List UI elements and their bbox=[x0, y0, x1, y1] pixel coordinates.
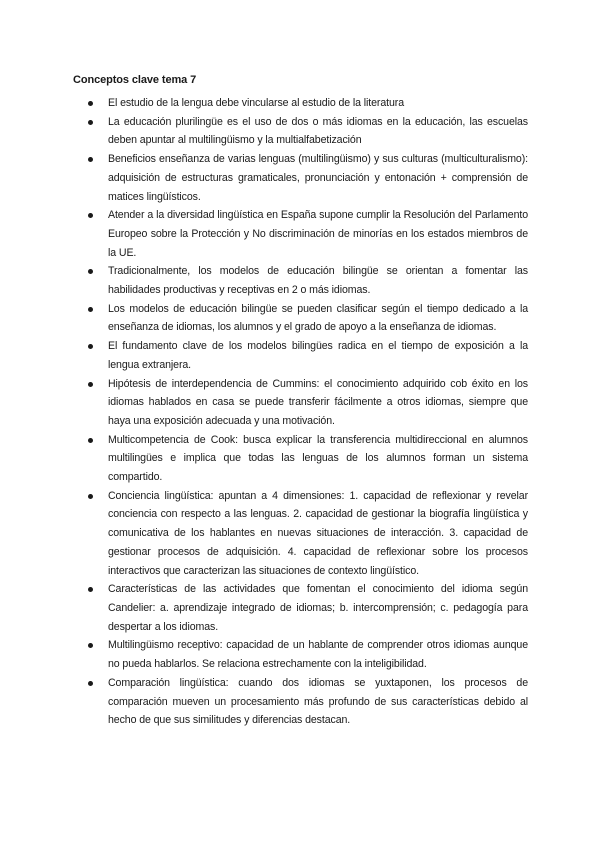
list-item bbox=[88, 636, 528, 673]
list-item-text: Atender a la diversidad lingüística en España supone cumplir la Resolución del Parlamento Europeo sobre la Protección y No discriminación de minorías en los estados miembros de la UE. bbox=[108, 209, 528, 259]
bullet-icon bbox=[88, 643, 93, 648]
list-item bbox=[88, 580, 528, 636]
list-item bbox=[88, 375, 528, 431]
list-item bbox=[88, 487, 528, 581]
bullet-icon bbox=[88, 438, 93, 443]
list-item-text: Multicompetencia de Cook: busca explicar la transferencia multidireccional en alumnos multilingües e implica que todas las lenguas de los alumnos forman un sistema compartido. bbox=[108, 433, 528, 484]
list-item bbox=[88, 674, 528, 730]
list-item bbox=[88, 150, 528, 206]
bullet-icon bbox=[88, 157, 93, 162]
list-item bbox=[88, 206, 528, 262]
list-item bbox=[88, 431, 528, 487]
bullet-icon bbox=[88, 494, 93, 499]
list-item-text: Comparación lingüística: cuando dos idiomas se yuxtaponen, los procesos de comparación mueven un procesamiento más profundo de sus características debido al hecho de que sus similitudes y diferencias destacan. bbox=[108, 676, 528, 727]
list-item-text: Beneficios enseñanza de varias lenguas (multilingüismo) y sus culturas (multiculturalismo): adquisición de estructuras gramaticales, pronunciación y entonación + comprensión de matices lingüísticos. bbox=[108, 153, 528, 203]
list-item-text: El fundamento clave de los modelos bilingües radica en el tiempo de exposición a la lengua extranjera. bbox=[108, 340, 528, 371]
list-item-text: Hipótesis de interdependencia de Cummins: el conocimiento adquirido cob éxito en los idiomas hablados en casa se puede transferir fácilmente a otros idiomas, siempre que haya una exposición adecuada y una motivación. bbox=[108, 377, 528, 427]
list-item bbox=[88, 113, 528, 150]
list-item-text: Multilingüismo receptivo: capacidad de un hablante de comprender otros idiomas aunque no pueda hablarlos. Se relaciona estrechamente con la inteligibilidad. bbox=[108, 639, 528, 671]
list-item bbox=[88, 94, 528, 113]
list-item-text: El estudio de la lengua debe vincularse al estudio de la literatura bbox=[108, 97, 405, 109]
bullet-icon bbox=[88, 587, 93, 592]
concept-list bbox=[88, 94, 528, 730]
bullet-icon bbox=[88, 213, 93, 218]
list-item bbox=[88, 262, 528, 299]
list-item-text: Características de las actividades que fomentan el conocimiento del idioma según Candelier: a. aprendizaje integrado de idiomas; b. intercomprensión; c. pedagogía para despertar a los idiomas. bbox=[108, 583, 528, 633]
bullet-icon bbox=[88, 120, 93, 125]
bullet-icon bbox=[88, 382, 93, 387]
list-item-text: Tradicionalmente, los modelos de educación bilingüe se orientan a fomentar las habilidades productivas y receptivas en 2 o más idiomas. bbox=[108, 265, 528, 297]
bullet-icon bbox=[88, 681, 93, 686]
list-item bbox=[88, 300, 528, 337]
bullet-icon bbox=[88, 269, 93, 274]
bullet-icon bbox=[88, 344, 93, 349]
list-item-text: Conciencia lingüística: apuntan a 4 dimensiones: 1. capacidad de reflexionar y revelar conciencia con respecto a las lenguas. 2. capacidad de gestionar la biografía lingüística y comunicativa de los hablantes en nuevas situaciones de interacción. 3. capacidad de gestionar procesos de adquisición. 4. capacidad de reflexionar sobre los procesos interactivos que caracterizan las situaciones de contexto lingüístico. bbox=[108, 489, 528, 577]
bullet-icon bbox=[88, 307, 93, 312]
page-title: Conceptos clave tema 7 bbox=[73, 74, 197, 86]
list-item-text: Los modelos de educación bilingüe se pueden clasificar según el tiempo dedicado a la enseñanza de idiomas, los alumnos y el grado de apoyo a la enseñanza de idiomas. bbox=[108, 302, 528, 334]
list-item bbox=[88, 337, 528, 374]
list-item-text: La educación plurilingüe es el uso de dos o más idiomas en la educación, las escuelas deben apuntar al multilingüismo y la multialfabetización bbox=[108, 115, 528, 147]
bullet-icon bbox=[88, 101, 93, 106]
